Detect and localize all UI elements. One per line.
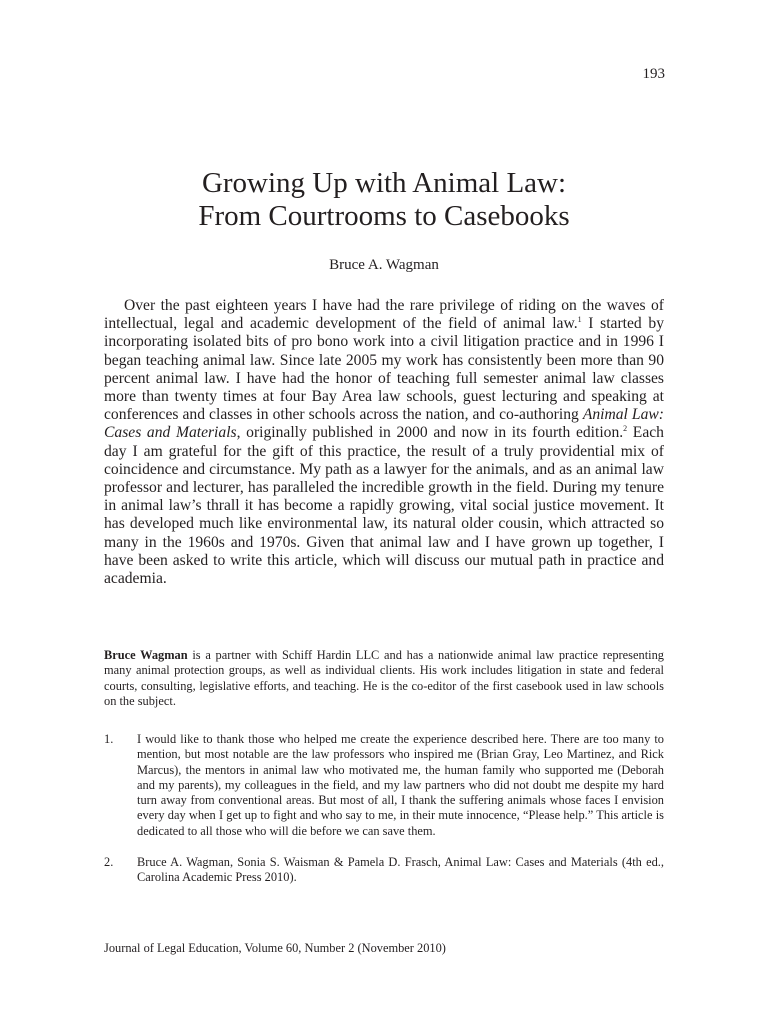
author-name: Bruce A. Wagman [329,257,439,273]
footnote-2-text: Bruce A. Wagman, Sonia S. Waisman & Pamela D. Frasch, Animal Law: Cases and Materials (4th ed., Carolina Academic Press 2010). [137,855,664,885]
author-bio-text: is a partner with Schiff Hardin LLC and has a nationwide animal law practice representing many animal protection groups, as well as individual clients. His work includes litigation in state and federal courts, consulting, legislative efforts, and teaching. He is the co-editor of the first casebook used in law schools on the subject. [104,648,664,708]
footnote-1-number: 1. [104,732,114,746]
body-text-part-2: I started by incorporating isolated bits of pro bono work into a civil litigation practice and in 1996 I began teaching animal law. Since late 2005 my work has consistently been more than 90 percent animal law. I have had the honor of teaching full semester animal law classes more than twenty times at four Bay Area law schools, guest lecturing and speaking at conferences and classes in other schools across the nation, and co-authoring [104,315,664,424]
footnote-2 [104,855,664,886]
footnote-1-text: I would like to thank those who helped me create the experience described here. There are too many to mention, but most notable are the law professors who inspired me (Brian Gray, Leo Martinez, and Rick Marcus), the mentors in animal law who motivated me, the human family who supported me (Deborah and my parents), my colleagues in the field, and my law partners who did not doubt me despite my hard turn away from conventional areas. But most of all, I thank the suffering animals whose faces I envision every day when I get up to fight and who say to me, in their mute innocence, “Please help.” This article is dedicated to all those who will die before we can save them. [137,732,664,838]
author-bio-name: Bruce Wagman [104,648,188,662]
body-text-part-3: , originally published in 2000 and now in its fourth edition. [236,424,624,442]
article-title [0,167,768,233]
book-title-italic: Animal Law: Cases and Materials [104,406,665,442]
page-number: 193 [642,66,665,82]
body-text-part-4: Each day I am grateful for the gift of this practice, the result of a truly providential mix of coincidence and circumstance. My path as a lawyer for the animals, and as an animal law professor and lecturer, has paralleled the incredible growth in the field. During my tenure in animal law’s thrall it has become a rapidly growing, vital social justice movement. It has developed much like environmental law, its natural older cousin, which attracted so many in the 1960s and 1970s. Given that animal law and I have grown up together, I have been asked to write this article, which will discuss our mutual path in practice and academia. [104,424,664,588]
article-title-line-1: Growing Up with Animal Law: [201,167,567,199]
author-bio [104,648,664,709]
article-title-line-2: From Courtrooms to Casebooks [198,200,570,232]
body-text-start: Over the past eighteen years I have had the rare privilege of riding on the waves of intellectual, legal and academic development of the field of animal law. [104,297,664,333]
journal-footer: Journal of Legal Education, Volume 60, Number 2 (November 2010) [104,941,446,955]
footnote-1 [104,732,664,839]
body-paragraph [104,297,664,588]
footnote-ref-2: 2 [623,424,628,434]
footnote-2-number: 2. [104,855,114,869]
footnote-ref-1: 1 [577,315,582,325]
